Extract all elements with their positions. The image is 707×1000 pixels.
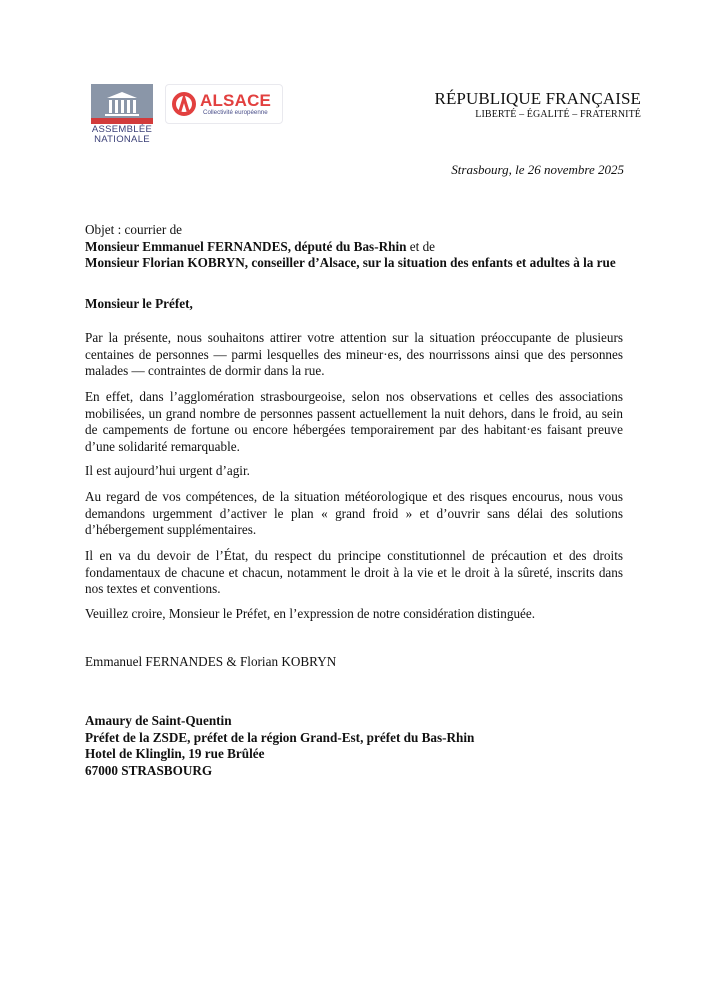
alsace-name: ALSACE (200, 91, 272, 110)
recipient-street: Hotel de Klinglin, 19 rue Brûlée (85, 746, 265, 762)
recipient-title: Préfet de la ZSDE, préfet de la région Grand-Est, préfet du Bas-Rhin (85, 729, 475, 745)
body-paragraph: Par la présente, nous souhaitons attirer votre attention sur la situation préoccupante de plusieurs centaines de personnes — parmi lesquelles des mineur·es, des nourrissons ainsi que des personnes malades — contraintes de dormir dans la rue. (85, 330, 623, 379)
alsace-emblem-icon (171, 91, 198, 117)
assemblee-nationale-logo (91, 84, 153, 145)
object-line-1: Objet : courrier de (85, 222, 183, 237)
recipient-name: Amaury de Saint-Quentin (85, 713, 232, 728)
recipient-city: 67000 STRASBOURG (85, 762, 213, 778)
object-sender-1: Monsieur Emmanuel FERNANDES, député du Bas-Rhin (85, 238, 407, 254)
place-date: Strasbourg, le 26 novembre 2025 (451, 162, 624, 177)
closing-formula: Veuillez croire, Monsieur le Préfet, en l’expression de notre considération distinguée. (85, 606, 536, 621)
salutation: Monsieur le Préfet, (85, 296, 193, 311)
body-paragraph: Au regard de vos compétences, de la situation météorologique et des risques encourus, nous vous demandons urgemment d’activer le plan « grand froid » et d’ouvrir sans délai des solutions d’hébergement supplémentaires. (85, 489, 623, 538)
alsace-logo (165, 84, 283, 124)
body-paragraph: En effet, dans l’agglomération strasbourgeoise, selon nos observations et celles des associations mobilisées, un grand nombre de personnes passent actuellement la nuit dehors, dans le froid, au sein de campements de fortune ou encore hébergées temporairement par des habitant·es faisant preuve d’une solidarité remarquable. (85, 389, 623, 454)
assemblee-nationale-label: ASSEMBLÉE NATIONALE (91, 124, 153, 145)
hemicycle-icon (91, 84, 153, 124)
body-paragraph: Il en va du devoir de l’État, du respect du principe constitutionnel de précaution et des droits fondamentaux de chacune et chacun, notamment le droit à la vie et le droit à la sûreté, inscrits dans nos textes et conventions. (85, 548, 623, 597)
alsace-subtitle: Collectivité européenne (203, 109, 268, 116)
object-line-2: Monsieur Emmanuel FERNANDES, député du Bas-Rhin et de (85, 238, 436, 254)
object-line-3: Monsieur Florian KOBRYN, conseiller d’Alsace, sur la situation des enfants et adultes à la rue (85, 255, 616, 271)
recipient-address (85, 713, 474, 779)
signatories: Emmanuel FERNANDES & Florian KOBRYN (85, 654, 337, 669)
body-paragraph: Il est aujourd’hui urgent d’agir. (85, 463, 250, 478)
letter-object (85, 222, 635, 272)
republic-title: RÉPUBLIQUE FRANÇAISE (434, 89, 641, 108)
republic-motto: LIBERTÉ – ÉGALITÉ – FRATERNITÉ (475, 109, 641, 120)
